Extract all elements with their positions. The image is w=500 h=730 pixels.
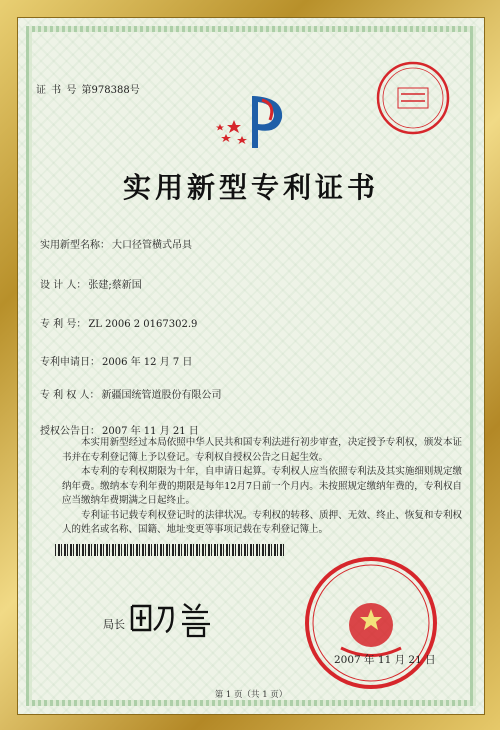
- field-patentee: [40, 386, 222, 401]
- body-paragraph: 专利证书记载专利权登记时的法律状况。专利权的转移、质押、无效、终止、恢复和专利权人的姓名或名称、国籍、地址变更等事项记载在专利登记簿上。: [62, 509, 462, 535]
- certificate-body: [62, 436, 462, 538]
- field-value: 张建;蔡新国: [88, 280, 142, 291]
- certificate-number: [36, 81, 140, 96]
- patent-certificate: [17, 17, 485, 715]
- field-label: 设 计 人：: [40, 280, 87, 291]
- director-signature-icon: [126, 598, 221, 638]
- official-seal-icon: [301, 553, 441, 693]
- verification-seal-icon: [373, 58, 453, 138]
- certificate-number-value: 第978388号: [81, 85, 140, 96]
- field-utility-name: [40, 236, 192, 251]
- field-value: ZL 2006 2 0167302.9: [88, 319, 198, 330]
- certificate-title: 实用新型专利证书: [122, 171, 379, 204]
- issue-date: 2007 年 11 月 21 日: [334, 654, 436, 666]
- body-paragraph: 本实用新型经过本局依照中华人民共和国专利法进行初步审查，决定授予专利权，颁发本证书并在专利登记簿上予以登记。专利权自授权公告之日起生效。: [62, 437, 462, 463]
- barcode: [55, 544, 285, 556]
- field-value: 新疆国统管道股份有限公司: [101, 390, 222, 401]
- patent-office-logo-icon: [214, 90, 294, 152]
- certificate-number-label: 证 书 号: [36, 85, 78, 96]
- field-application-date: [40, 353, 192, 368]
- field-label: 专 利 权 人：: [40, 390, 100, 401]
- director-label: 局长: [103, 618, 125, 631]
- body-paragraph: 本专利的专利权期限为十年，自申请日起算。专利权人应当依照专利法及其实施细则规定缴纳年费。缴纳本专利年费的期限是每年12月7日前一个月内。未按照规定缴纳年费的，专利权自应当缴纳年费期满之日起终止。: [62, 466, 462, 506]
- field-label: 专利申请日：: [40, 357, 100, 368]
- field-designer: [40, 276, 142, 291]
- field-label: 专 利 号：: [40, 319, 87, 330]
- field-patent-number: [40, 315, 197, 330]
- field-grant-date: [40, 422, 199, 437]
- field-value: 2006 年 12 月 7 日: [102, 357, 193, 368]
- field-label: 授权公告日：: [40, 426, 100, 437]
- page-indicator: 第 1 页（共 1 页）: [214, 690, 288, 700]
- field-value: 2007 年 11 月 21 日: [102, 426, 199, 437]
- field-value: 大口径管横式吊具: [112, 240, 192, 251]
- field-label: 实用新型名称：: [40, 240, 110, 251]
